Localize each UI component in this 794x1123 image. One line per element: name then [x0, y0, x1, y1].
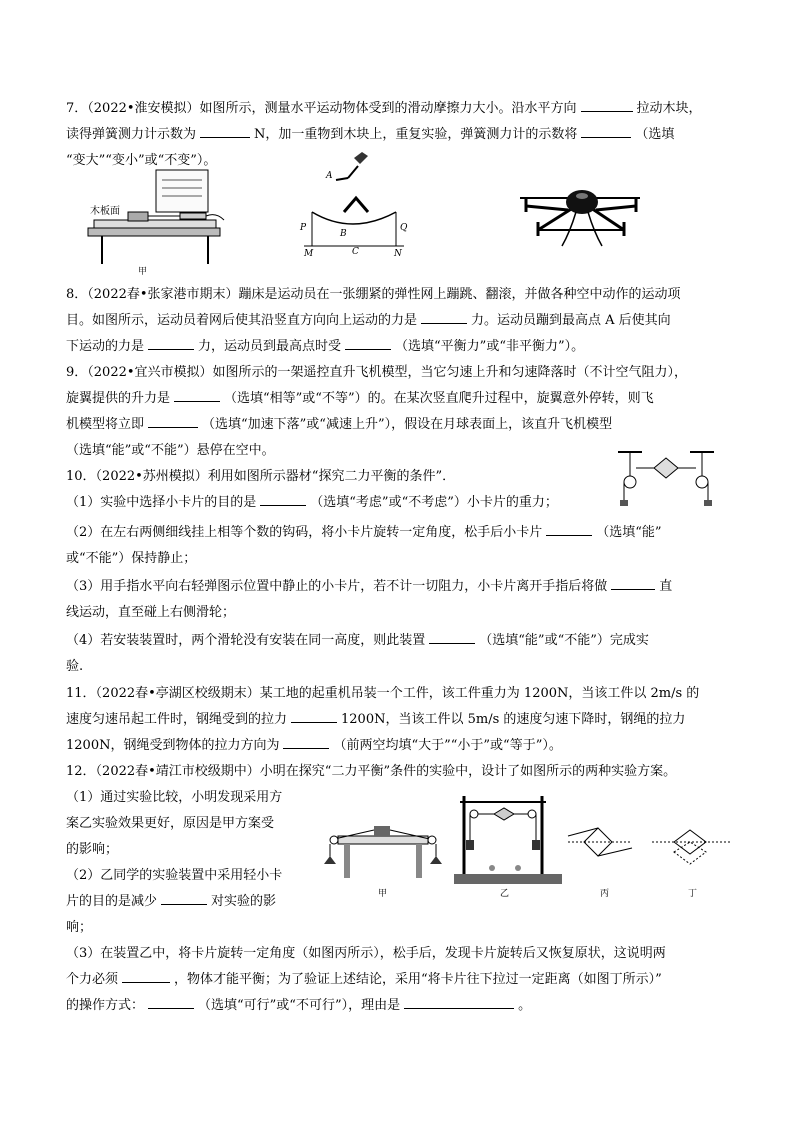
q12-line2: （1）通过实验比较，小明发现采用方: [66, 790, 283, 805]
q9-line4: （选填“能”或“不能”）悬停在空中。: [66, 443, 275, 458]
q11-line2: 速度匀速吊起工件时，钢绳受到的拉力 1200N，当该工件以 5m/s 的速度匀速下降时，钢绳的拉力: [66, 712, 686, 727]
answer-blank[interactable]: [174, 389, 220, 402]
answer-blank[interactable]: [148, 337, 194, 350]
pulley-card-figure: [610, 448, 722, 512]
label-P: P: [300, 223, 307, 233]
q10-line6: 线运动，直至碰上右侧滑轮；: [66, 605, 236, 620]
q7-line1: 7．（2022•淮安模拟）如图所示，测量水平运动物体受到的滑动摩擦力大小。沿水平方向 拉动木块，: [66, 101, 702, 116]
answer-blank[interactable]: [345, 337, 391, 350]
figure-jia-table: [324, 826, 442, 878]
figure-yi-stand: [454, 796, 562, 884]
figure-label-bing: 丙: [600, 889, 610, 899]
answer-blank[interactable]: [200, 125, 250, 138]
label-B: B: [340, 229, 347, 239]
q10-line3: （2）在左右两侧细线挂上相等个数的钩码，将小卡片旋转一定角度，松手后小卡片 （选填“能”: [66, 525, 662, 540]
answer-blank[interactable]: [546, 523, 592, 536]
friction-apparatus-figure: [84, 168, 234, 278]
answer-blank[interactable]: [161, 892, 207, 905]
answer-blank[interactable]: [122, 970, 170, 983]
answer-blank[interactable]: [429, 631, 475, 644]
q10-line1: 10．（2022•苏州模拟）利用如图所示器材“探究二力平衡的条件”．: [66, 469, 456, 484]
q9-line1: 9．（2022•宜兴市模拟）如图所示的一架遥控直升飞机模型，当它匀速上升和匀速降落时（不计空气阻力），: [66, 365, 688, 380]
label-A: A: [326, 171, 333, 181]
q8-line2: 目。如图所示，运动员着网后使其沿竖直方向向上运动的力是 力。运动员蹦到最高点 A 后使其向: [66, 313, 671, 328]
q10-line4: 或“不能”）保持静止；: [66, 551, 197, 566]
figure-label-yi: 乙: [500, 889, 510, 899]
q8-line3: 下运动的力是 力，运动员到最高点时受 （选填“平衡力”或“非平衡力”）。: [66, 339, 585, 354]
q9-line3: 机模型将立即 （选填“加速下落”或“减速上升”），假设在月球表面上，该直升飞机模型: [66, 417, 613, 432]
answer-blank[interactable]: [148, 996, 194, 1009]
q12-line4: 的影响；: [66, 842, 119, 857]
board-label: 木板面: [90, 206, 120, 217]
q10-line8: 验.: [66, 659, 84, 674]
q11-line1: 11．（2022春•亭湖区校级期末）某工地的起重机吊装一个工件，该工件重力为 1200N，当该工件以 2m/s 的: [66, 686, 700, 701]
answer-blank[interactable]: [421, 311, 467, 324]
label-Q: Q: [400, 223, 408, 233]
q7-line3: “变大”“变小”或“不变”）。: [66, 153, 217, 168]
q12-line3: 案乙实验效果更好，原因是甲方案受: [66, 816, 275, 831]
answer-blank[interactable]: [291, 710, 337, 723]
answer-blank[interactable]: [148, 415, 198, 428]
trampoline-figure: [296, 150, 416, 256]
q12-line9: 个力必须 ，物体才能平衡；为了验证上述结论，采用“将卡片往下拉过一定距离（如图丁所示）”: [66, 972, 662, 987]
q7-line2: 读得弹簧测力计示数为 N，加一重物到木块上，重复实验，弹簧测力计的示数将 （选填: [66, 127, 675, 142]
figure-label-jia: 甲: [138, 267, 148, 277]
answer-blank[interactable]: [581, 125, 631, 138]
q10-line7: （4）若安装装置时，两个滑轮没有安装在同一高度，则此装置 （选填“能”或“不能”）完成实: [66, 633, 649, 648]
answer-blank[interactable]: [581, 99, 633, 112]
answer-blank[interactable]: [260, 493, 306, 506]
figure-label-ding: 丁: [688, 889, 698, 899]
answer-blank[interactable]: [611, 577, 655, 590]
answer-blank[interactable]: [404, 996, 514, 1009]
figure-label-jia: 甲: [378, 889, 388, 899]
q12-line6: 片的目的是减少 对实验的影: [66, 894, 277, 909]
q12-line7: 响；: [66, 920, 93, 935]
q12-line10: 的操作方式： （选填“可行”或“不可行”），理由是 。: [66, 998, 532, 1013]
q11-line3: 1200N，钢绳受到物体的拉力方向为 （前两空均填“大于”“小于”或“等于”）。: [66, 738, 562, 753]
two-force-balance-figures: [322, 792, 734, 902]
q12-line1: 12．（2022春•靖江市校级期中）小明在探究“二力平衡”条件的实验中，设计了如图所示的两种实验方案。: [66, 764, 677, 779]
answer-blank[interactable]: [283, 736, 329, 749]
q9-line2: 旋翼提供的升力是 （选填“相等”或“不等”）的。在某次竖直爬升过程中，旋翼意外停转，则飞: [66, 391, 654, 406]
figure-ding-card: [652, 830, 730, 864]
q12-line8: （3）在装置乙中，将卡片旋转一定角度（如图丙所示），松手后，发现卡片旋转后又恢复原状，这说明两: [66, 946, 666, 961]
drone-figure: [506, 176, 656, 252]
label-M: M: [304, 249, 314, 256]
q10-line2: （1）实验中选择小卡片的目的是 （选填“考虑”或“不考虑”）小卡片的重力；: [66, 495, 558, 510]
q12-line5: （2）乙同学的实验装置中采用轻小卡: [66, 868, 283, 883]
q8-line1: 8．（2022春•张家港市期末）蹦床是运动员在一张绷紧的弹性网上蹦跳、翻滚，并做各种空中动作的运动项: [66, 287, 681, 302]
label-N: N: [394, 249, 402, 256]
figure-bing-card: [568, 828, 632, 856]
label-C: C: [352, 247, 359, 256]
q10-line5: （3）用手指水平向右轻弹图示位置中静止的小卡片，若不计一切阻力，小卡片离开手指后将做 直: [66, 579, 673, 594]
